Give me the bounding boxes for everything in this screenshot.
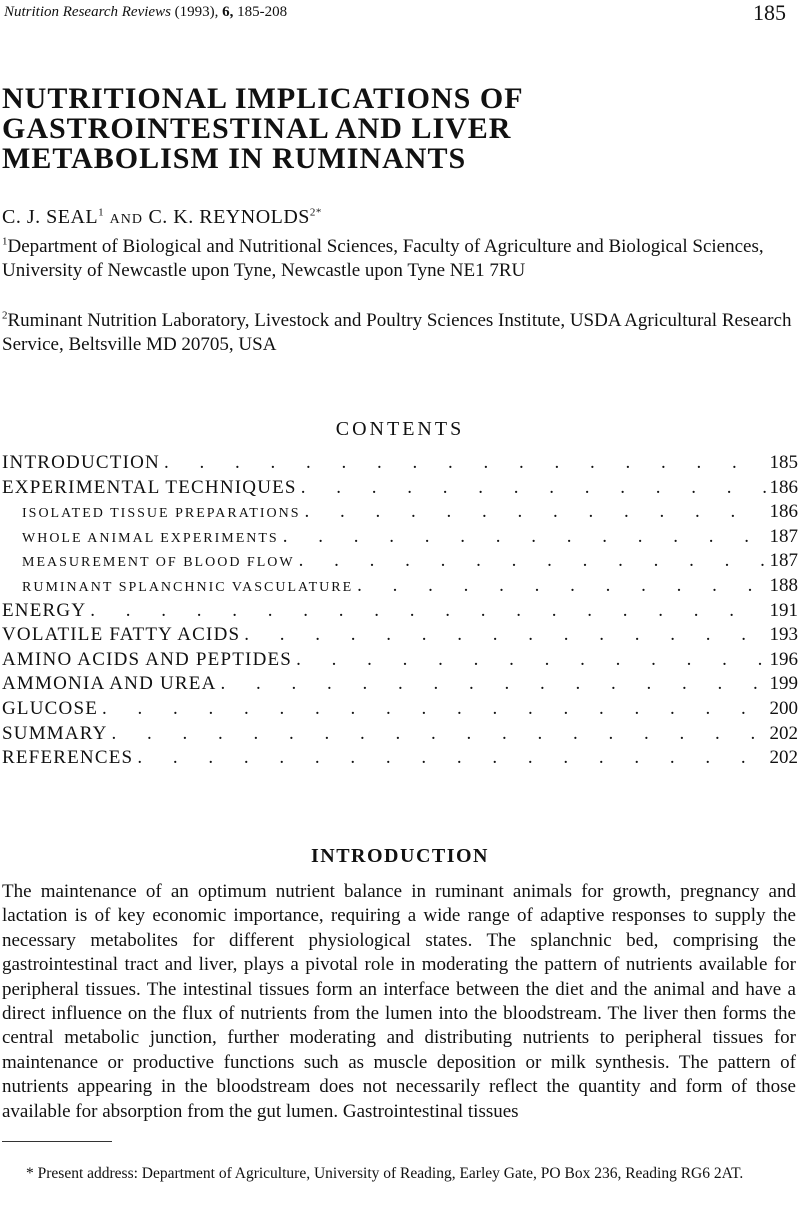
toc-label: GLUCOSE (2, 698, 102, 720)
toc-leader-dots (283, 526, 766, 548)
contents-heading: CONTENTS (335, 418, 465, 440)
toc-leader-dots (112, 723, 766, 745)
toc-entry (2, 477, 798, 502)
journal-volume: 6, (222, 4, 234, 20)
toc-leader-dots (244, 624, 765, 646)
affiliation-1-text: Department of Biological and Nutritional Sciences, Faculty of Agriculture and Biological Sciences, University of Newcastle upon Tyne, Newcastle upon Tyne NE1 7RU (2, 236, 764, 281)
toc-subentry (2, 526, 798, 551)
toc-leader-dots (137, 747, 765, 769)
toc-entry (2, 624, 798, 649)
journal-year: (1993), (174, 4, 219, 20)
toc-leader-dots (90, 600, 765, 622)
toc-label: MEASUREMENT OF BLOOD FLOW (2, 555, 299, 571)
running-head (4, 4, 287, 21)
toc-entry (2, 698, 798, 723)
toc-leader-dots (296, 649, 765, 671)
affiliation-2 (2, 309, 794, 357)
author-2-marker: 2* (309, 206, 322, 219)
toc-page: 200 (766, 698, 799, 720)
toc-page: 202 (766, 723, 799, 745)
author-line (2, 206, 322, 229)
toc-label: VOLATILE FATTY ACIDS (2, 624, 244, 646)
toc-label: WHOLE ANIMAL EXPERIMENTS (2, 531, 283, 547)
page-number: 185 (753, 0, 786, 25)
toc-entry (2, 600, 798, 625)
toc-label: ENERGY (2, 600, 90, 622)
toc-page: 193 (766, 624, 799, 646)
toc-page: 188 (766, 575, 799, 597)
toc-label: SUMMARY (2, 723, 112, 745)
toc-page: 187 (766, 550, 799, 572)
footnote (2, 1163, 796, 1184)
table-of-contents (2, 452, 798, 772)
article-title: NUTRITIONAL IMPLICATIONS OF GASTROINTESTINAL AND LIVER METABOLISM IN RUMINANTS (2, 82, 523, 175)
journal-pages: 185-208 (237, 4, 288, 20)
author-1: C. J. SEAL (2, 206, 99, 228)
toc-label: ISOLATED TISSUE PREPARATIONS (2, 506, 304, 522)
toc-subentry (2, 550, 798, 575)
toc-entry (2, 673, 798, 698)
toc-page: 186 (766, 477, 799, 499)
introduction-heading: INTRODUCTION (310, 845, 490, 867)
footnote-divider (2, 1141, 112, 1142)
toc-subentry (2, 575, 798, 600)
toc-entry (2, 649, 798, 674)
affiliation-1-marker: 1 (2, 235, 8, 248)
toc-entry (2, 452, 798, 477)
affiliation-1 (2, 235, 794, 283)
toc-label: AMMONIA AND UREA (2, 673, 221, 695)
toc-label: INTRODUCTION (2, 452, 164, 474)
journal-name: Nutrition Research Reviews (4, 4, 171, 20)
toc-leader-dots (221, 673, 766, 695)
toc-leader-dots (299, 550, 766, 572)
affiliation-2-text: Ruminant Nutrition Laboratory, Livestock and Poultry Sciences Institute, USDA Agricultural Research Service, Beltsville MD 20705, USA (2, 310, 792, 355)
toc-leader-dots (304, 501, 765, 523)
toc-entry (2, 723, 798, 748)
introduction-paragraph: The maintenance of an optimum nutrient balance in ruminant animals for growth, pregnancy and lactation is of key economic importance, requiring a wide range of adaptive responses to supply the necessary metabolites for different physiological states. The splanchnic bed, comprising the gastrointestinal tract and liver, plays a pivotal role in moderating the pattern of nutrients available for peripheral tissues. The intestinal tissues form an interface between the diet and the animal and have a direct influence on the flux of nutrients from the lumen into the bloodstream. The liver then forms the central metabolic junction, further moderating and distributing nutrients to peripheral tissues for maintenance or productive functions such as muscle deposition or milk synthesis. The pattern of nutrients appearing in the bloodstream does not necessarily reflect the quantity and form of those available for absorption from the gut lumen. Gastrointestinal tissues (2, 881, 796, 1122)
toc-leader-dots (301, 477, 766, 499)
author-1-marker: 1 (98, 206, 105, 219)
toc-leader-dots (357, 575, 765, 597)
toc-leader-dots (164, 452, 766, 474)
toc-page: 187 (766, 526, 799, 548)
toc-page: 186 (766, 501, 799, 523)
author-2: C. K. REYNOLDS (148, 206, 310, 228)
toc-page: 202 (766, 747, 799, 769)
toc-subentry (2, 501, 798, 526)
toc-label: REFERENCES (2, 747, 137, 769)
toc-label: RUMINANT SPLANCHNIC VASCULATURE (2, 580, 357, 596)
toc-page: 185 (766, 452, 799, 474)
affiliation-2-marker: 2 (2, 309, 8, 322)
footnote-marker: * (26, 1165, 34, 1182)
toc-page: 199 (766, 673, 799, 695)
toc-page: 191 (766, 600, 799, 622)
author-conjunction: AND (109, 212, 143, 227)
toc-entry (2, 747, 798, 772)
footnote-text: Present address: Department of Agriculture, University of Reading, Earley Gate, PO Box 236, Reading RG6 2AT. (37, 1165, 744, 1182)
toc-label: AMINO ACIDS AND PEPTIDES (2, 649, 296, 671)
toc-leader-dots (102, 698, 765, 720)
toc-label: EXPERIMENTAL TECHNIQUES (2, 477, 301, 499)
toc-page: 196 (766, 649, 799, 671)
